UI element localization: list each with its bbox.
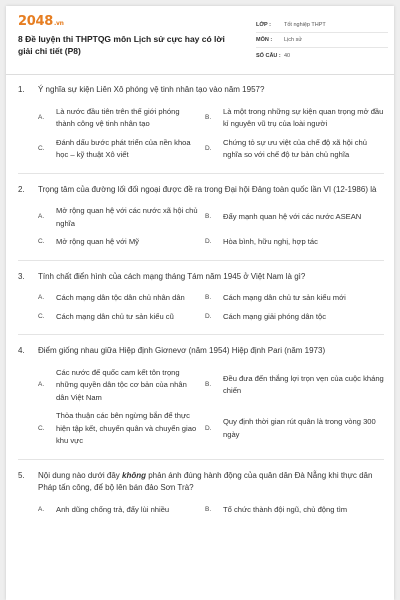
option-grid bbox=[18, 364, 384, 451]
option-letter: C. bbox=[38, 424, 45, 432]
option-grid bbox=[18, 202, 384, 252]
option-letter: D. bbox=[205, 312, 212, 320]
option-letter: D. bbox=[205, 424, 212, 432]
meta-label: LỚP : bbox=[256, 22, 271, 28]
question-number: 3. bbox=[18, 271, 25, 281]
option-letter: B. bbox=[205, 113, 212, 121]
question-list bbox=[6, 84, 394, 519]
document-meta bbox=[256, 18, 388, 63]
question-text: Trọng tâm của đường lối đối ngoại được đề ra trong Đại hội Đảng toàn quốc lần VI (12-1986) là bbox=[38, 184, 377, 194]
meta-value: Tốt nghiệp THPT bbox=[284, 22, 326, 28]
question-divider bbox=[18, 334, 384, 335]
question-number: 2. bbox=[18, 184, 25, 194]
option-text: Cách mạng dân tộc dân chủ nhân dân bbox=[56, 293, 185, 302]
option-a[interactable] bbox=[18, 289, 199, 308]
option-text: Anh dũng chống trả, đẩy lùi nhiều bbox=[56, 504, 170, 514]
meta-row-class bbox=[256, 18, 388, 33]
option-text: Chứng tỏ sự ưu việt của chế độ xã hội chủ nghĩa so với chế độ tư bản chủ nghĩa bbox=[223, 137, 368, 159]
question-stem bbox=[18, 271, 384, 284]
option-text: Là một trong những sự kiện quan trọng mở đầu kỉ nguyên vũ trụ của loài người bbox=[223, 106, 384, 128]
option-a[interactable] bbox=[18, 103, 199, 134]
option-letter: B. bbox=[205, 213, 212, 221]
question-divider bbox=[18, 260, 384, 261]
option-text: Cách mạng dân chủ tư sản kiểu mới bbox=[223, 293, 346, 302]
option-d[interactable] bbox=[203, 233, 384, 252]
option-b[interactable] bbox=[203, 202, 384, 233]
meta-row-question-count bbox=[256, 48, 388, 63]
option-letter: A. bbox=[38, 294, 45, 301]
question-divider bbox=[18, 173, 384, 174]
option-c[interactable] bbox=[18, 407, 199, 451]
option-grid bbox=[18, 501, 384, 520]
option-text: Các nước đế quốc cam kết tôn trọng những quyền dân tộc cơ bản của nhân dân Việt Nam bbox=[56, 367, 187, 402]
option-letter: A. bbox=[38, 381, 45, 388]
question-text-emphasis: không bbox=[122, 470, 146, 480]
option-text: Cách mạng giải phóng dân tộc bbox=[223, 311, 327, 321]
question-stem bbox=[18, 184, 384, 197]
question-5 bbox=[6, 470, 394, 520]
document-page bbox=[6, 6, 394, 600]
question-2 bbox=[6, 184, 394, 261]
question-number: 4. bbox=[18, 346, 25, 355]
option-b[interactable] bbox=[203, 501, 384, 520]
question-text-part: phản ánh đúng hành động của quân dân Đà Nẵng khi thực dân Pháp tấn công, để bộ lên bán đảo Sơn Trà? bbox=[38, 470, 373, 492]
option-text: Mở rộng quan hệ với các nước xã hội chủ nghĩa bbox=[56, 206, 198, 228]
option-d[interactable] bbox=[203, 134, 384, 165]
question-number: 1. bbox=[18, 85, 25, 94]
header-divider bbox=[6, 74, 394, 75]
document-header bbox=[6, 6, 394, 68]
question-text bbox=[38, 470, 384, 495]
option-text: Đẩy mạnh quan hệ với các nước ASEAN bbox=[223, 212, 362, 222]
option-letter: D. bbox=[205, 238, 212, 245]
logo-suffix: .vn bbox=[53, 20, 64, 27]
question-text: Điểm giống nhau giữa Hiệp định Giơnevơ (năm 1954) Hiệp định Pari (năm 1973) bbox=[38, 346, 326, 355]
option-letter: B. bbox=[205, 505, 212, 513]
option-letter: A. bbox=[38, 213, 45, 221]
option-letter: C. bbox=[38, 144, 45, 152]
meta-value: 40 bbox=[284, 52, 291, 59]
option-text: Hòa bình, hữu nghị, hợp tác bbox=[223, 237, 318, 246]
meta-label: MÔN : bbox=[256, 37, 273, 43]
question-number: 5. bbox=[18, 470, 25, 480]
option-a[interactable] bbox=[18, 501, 199, 520]
option-c[interactable] bbox=[18, 308, 199, 327]
option-text: Thỏa thuận các bên ngừng bắn để thực hiện tập kết, chuyển quân và chuyển giao khu vực bbox=[56, 411, 197, 445]
meta-value: Lịch sử bbox=[284, 37, 303, 43]
question-text: Tính chất điển hình của cách mạng tháng Tám năm 1945 ở Việt Nam là gì? bbox=[38, 271, 306, 281]
option-text: Là nước đầu tiên trên thế giới phóng thành công vệ tinh nhân tạo bbox=[56, 106, 180, 128]
option-d[interactable] bbox=[203, 308, 384, 327]
option-letter: C. bbox=[38, 312, 45, 320]
option-letter: A. bbox=[38, 505, 45, 513]
option-letter: D. bbox=[205, 144, 212, 152]
option-text: Đều đưa đến thắng lợi trọn vẹn của cuộc kháng chiến bbox=[223, 373, 384, 396]
question-3 bbox=[6, 271, 394, 336]
option-a[interactable] bbox=[18, 364, 199, 408]
question-stem bbox=[18, 345, 384, 358]
option-letter: B. bbox=[205, 381, 212, 388]
option-b[interactable] bbox=[203, 103, 384, 134]
option-letter: C. bbox=[38, 238, 45, 245]
option-c[interactable] bbox=[18, 233, 199, 252]
option-text: Mở rộng quan hệ với Mỹ bbox=[56, 237, 139, 246]
meta-row-subject bbox=[256, 33, 388, 48]
option-grid bbox=[18, 289, 384, 326]
meta-label: SỐ CÂU : bbox=[256, 52, 281, 59]
question-4 bbox=[6, 345, 394, 460]
option-b[interactable] bbox=[203, 289, 384, 308]
question-stem bbox=[18, 84, 384, 97]
question-stem bbox=[18, 470, 384, 495]
option-a[interactable] bbox=[18, 202, 199, 233]
question-divider bbox=[18, 459, 384, 460]
option-d[interactable] bbox=[203, 407, 384, 451]
option-c[interactable] bbox=[18, 134, 199, 165]
question-text-part: Nội dung nào dưới đây bbox=[38, 470, 122, 480]
option-b[interactable] bbox=[203, 364, 384, 408]
option-text: Đánh dấu bước phát triển của nền khoa học – kỹ thuật Xô viết bbox=[56, 137, 191, 159]
option-grid bbox=[18, 103, 384, 165]
option-text: Quy định thời gian rút quân là trong vòng 300 ngày bbox=[223, 417, 376, 439]
question-text: Ý nghĩa sự kiện Liên Xô phóng vệ tinh nhân tạo vào năm 1957? bbox=[38, 85, 265, 94]
document-title: 8 Đề luyện thi THPTQG môn Lịch sử cực hay có lời giải chi tiết (P8) bbox=[18, 34, 225, 56]
option-letter: B. bbox=[205, 294, 212, 301]
option-text: Tổ chức thành đội ngũ, chủ động tìm bbox=[223, 504, 348, 514]
logo-text: 2048 bbox=[18, 14, 53, 29]
option-text: Cách mạng dân chủ tư sản kiểu cũ bbox=[56, 311, 174, 321]
question-1 bbox=[6, 84, 394, 174]
option-letter: A. bbox=[38, 113, 45, 121]
